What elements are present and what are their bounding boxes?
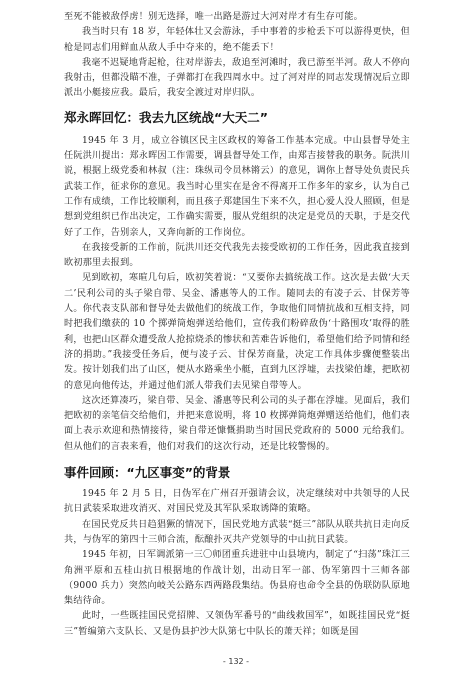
paragraph: 在国民党反共日趋猖獗的情况下，国民党地方武装“挺三”部队从联共抗日走向反共，与伪军的第四十三师合流，酝酿扑灭共产党领导的中山抗日武装。 bbox=[64, 519, 410, 545]
page-number: - 132 - bbox=[222, 657, 250, 666]
paragraph: 至死不能被敌俘虏！别无选择，唯一出路是游过大河对岸才有生存可能。 bbox=[64, 12, 364, 22]
section-heading: 郑永晖回忆：我去九区统战“大天二” bbox=[64, 109, 268, 125]
paragraph: 这次还算凑巧，梁自带、吴金、潘惠等民利公司的头子都在浮墟。见面后，我们把欧初的亲笔信交给他们，并把来意说明，将 10 枚掷弹筒炮弹赠送给他们，他们表面上表示欢迎和热情接待，梁自带还慷慨捐助当时国民党政府的 5000 元给我们。但从他们的言表来看，他们对我们的这次行动，还是比较警惕的。 bbox=[64, 395, 410, 452]
paragraph: 1945 年 2 月 5 日，日伪军在广州召开强请会议，决定继续对中共领导的人民抗日武装采取进攻消灭、对国民党及其军队采取诱降的策略。 bbox=[64, 489, 410, 515]
section-heading: 事件回顾：“九区事变”的背景 bbox=[64, 465, 231, 481]
page-content bbox=[64, 10, 410, 640]
paragraph: 见到欧初，寒暄几句后，欧初笑着说：“又要你去搞统战工作。这次是去做‘大天二’民利公司的头子梁自带、吴金、潘惠等人的工作。随同去的有凌子云、甘保芳等人。你代表支队部和督导处去做他们的统战工作，争取他们同情抗战和互相支持，同时把我们缴获的 10 个掷弹筒炮弹送给他们，宣传我们粉碎敌伪‘十路围攻’取得的胜利，也把山区群众遭受敌人抢掠烧杀的惨状和苦难告诉他们，希望他们给予同情和经济的捐助。”我接受任务后，便与凌子云、甘保芳商量，决定工作具体步骤便整装出发。按计划我们出了山区，便从水路乘坐小艇，直到九区浮墟，去找梁伯雄，把欧初的意见向他传达，并通过他们派人带我们去见梁自带等人。 bbox=[64, 273, 410, 391]
paragraph: 我毫不迟疑地背起枪，往对岸游去，敌追至河滩时，我已游至半河。敌人不停向我射击，但都没瞄不准，子弹都打在我四周水中。过了河对岸的同志发现情况后立即派出小艇接应我。最后，我安全渡过对岸归队。 bbox=[64, 57, 410, 99]
paragraph: 1945 年初，日军调派第一三〇师团重兵进驻中山县境内，制定了“扫荡”珠江三角洲平原和五桂山抗日根据地的作战计划，出动日军一部、伪军第四十三师各部（9000 兵力）突然向岐关公路东西两路段集结。伪县府也命令全县的伪联防队原地集结待命。 bbox=[64, 550, 410, 607]
paragraph: 我当时只有 18 岁，年轻体壮又会游泳，手中事着的步枪丢下可以游得更快，但枪是同志们用鲜血从敌人手中夺来的，绝不能丢下！ bbox=[64, 27, 410, 53]
paragraph: 此时，一些既挂国民党招牌、又领伪军番号的“曲线救国军”，如既挂国民党“挺三”暂编第六支队长、又是伪县护沙大队第七中队长的萧天祥；如既是国 bbox=[64, 611, 410, 637]
paragraph: 在我接受新的工作前，阮洪川还交代我先去接受欧初的工作任务，因此我直接到欧初那里去报到。 bbox=[64, 242, 410, 269]
paragraph: 1945 年 3 月，成立谷镇区民主区政权的筹备工作基本完成。中山县督导处主任阮洪川提出：郑永晖因工作需要，调县督导处工作，由郑吉接替我的职务。阮洪川说，根据上级党委和林叔（注：珠纵司令员林锵云）的意见，调你上督导处负责民兵武装工作，征求你的意见。我当时心里实在是舍不得离开工作多年的家乡，认为自己工作有成绩，工作比较顺利，而且孩子郑建国生下来不久，担心爱人没人照顾，但是想到党组织已作出决定，工作确实需要，服从党组织的决定是党员的天职，于是交代好了工作，告别亲人，又奔向新的工作岗位。 bbox=[64, 135, 410, 238]
